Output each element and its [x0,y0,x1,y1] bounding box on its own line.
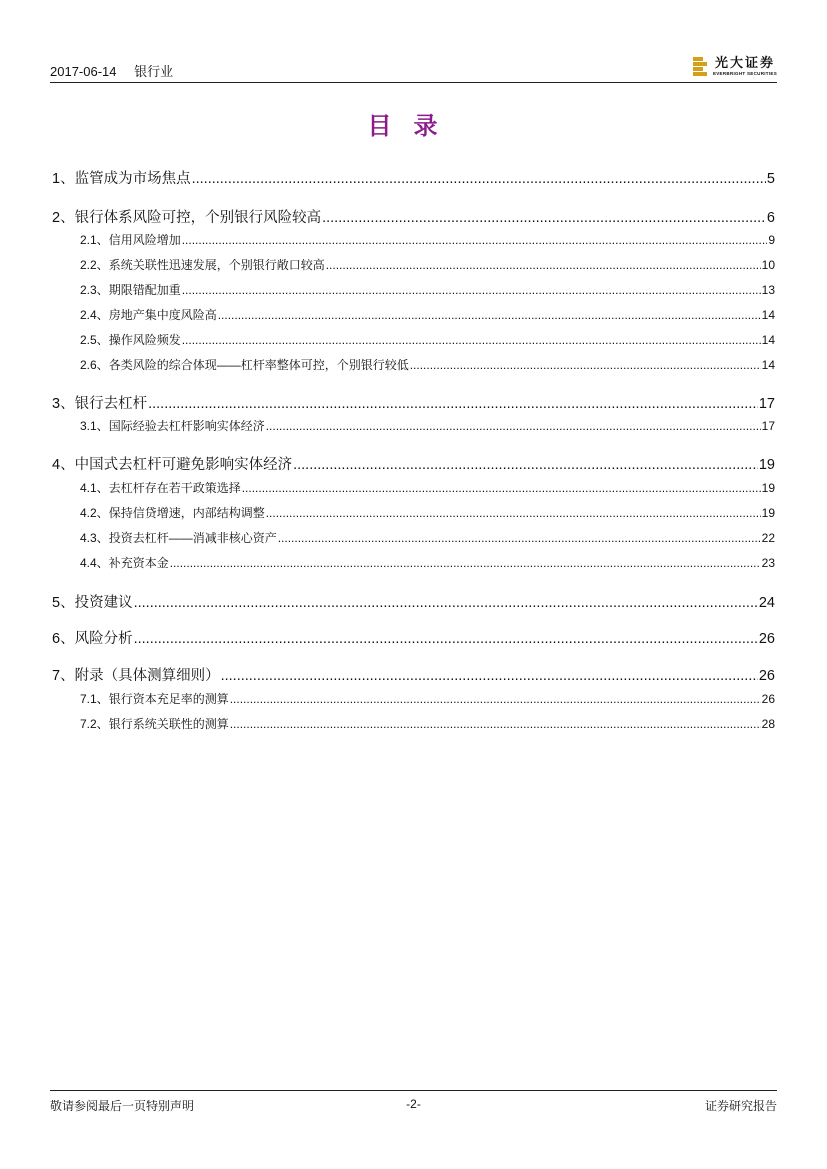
toc-entry-title: 去杠杆存在若干政策选择 [108,481,241,495]
toc-entry-title: 中国式去杠杆可避免影响实体经济 [74,457,293,473]
toc-entry-title: 附录（具体测算细则） [74,668,220,684]
toc-leader-dots [182,283,761,297]
toc-entry-page: 23 [761,556,775,570]
page-header [50,48,777,83]
toc-entry[interactable] [52,690,775,707]
toc-entry-number: 7.1、 [80,692,109,706]
toc-entry-page: 17 [758,396,775,412]
toc-leader-dots [230,717,761,731]
toc-leader-dots [278,531,761,545]
toc-entry-title: 风险分析 [74,631,133,647]
toc-entry[interactable] [52,627,775,648]
toc-entry[interactable] [52,306,775,323]
toc-entry-number: 2.5、 [80,333,109,347]
toc-entry[interactable] [52,664,775,685]
toc-entry-number: 4.4、 [80,556,109,570]
toc-leader-dots [221,668,758,684]
toc-leader-dots [218,308,761,322]
toc-entry[interactable] [52,281,775,298]
toc-entry-title: 期限错配加重 [108,283,181,297]
toc-entry[interactable] [52,356,775,373]
toc-entry-number: 7、 [52,668,75,684]
toc-entry[interactable] [52,206,775,227]
toc-entry-page: 24 [758,595,775,611]
toc-entry[interactable] [52,256,775,273]
toc-entry-number: 3、 [52,396,75,412]
toc-leader-dots [230,692,761,706]
toc-entry-number: 6、 [52,631,75,647]
disclaimer-note: 敬请参阅最后一页特别声明 [50,1099,195,1113]
toc-entry-page: 26 [758,668,775,684]
toc-entry[interactable] [52,231,775,248]
toc-entry-number: 2.3、 [80,283,109,297]
toc-leader-dots [170,556,761,570]
toc-leader-dots [134,595,758,611]
toc-entry-title: 投资去杠杆——消减非核心资产 [108,531,277,545]
toc-leader-dots [410,358,761,372]
toc-entry-number: 4.2、 [80,506,109,520]
industry-label: 银行业 [134,64,174,79]
toc-leader-dots [134,631,758,647]
toc-entry-title: 投资建议 [74,595,133,611]
toc-entry-page: 26 [761,692,775,706]
toc-entry[interactable] [52,331,775,348]
toc-leader-dots [192,171,766,187]
toc-entry-number: 2.1、 [80,233,109,247]
toc-leader-dots [182,333,761,347]
toc-leader-dots [182,233,768,247]
report-type: 证券研究报告 [704,1099,777,1113]
header-info [50,61,187,80]
toc-entry[interactable] [52,167,775,188]
toc-leader-dots [326,258,761,272]
toc-entry[interactable] [52,529,775,546]
toc-entry-page: 19 [758,457,775,473]
toc-entry-number: 2、 [52,210,75,226]
toc-leader-dots [266,419,761,433]
toc-entry[interactable] [52,392,775,413]
toc-entry-page: 14 [761,333,775,347]
toc-entry-title: 国际经验去杠杆影响实体经济 [108,419,265,433]
toc-entry-page: 19 [761,481,775,495]
toc-leader-dots [293,457,758,473]
toc-entry-page: 19 [761,506,775,520]
toc-entry-title: 银行系统关联性的测算 [108,717,229,731]
toc-entry-number: 2.4、 [80,308,109,322]
toc-entry[interactable] [52,504,775,521]
toc-entry-title: 房地产集中度风险高 [108,308,217,322]
toc-entry-page: 6 [766,210,775,226]
toc-entry[interactable] [52,479,775,496]
toc-entry-number: 1、 [52,171,75,187]
toc-entry-number: 2.6、 [80,358,109,372]
toc-entry-title: 补充资本金 [108,556,169,570]
toc-entry-page: 28 [761,717,775,731]
toc-entry[interactable] [52,453,775,474]
toc-entry-title: 银行体系风险可控，个别银行风险较高 [74,210,322,226]
toc-entry-page: 14 [761,358,775,372]
toc-entry-number: 5、 [52,595,75,611]
toc-entry-title: 操作风险频发 [108,333,181,347]
toc-entry[interactable] [52,591,775,612]
toc-entry-title: 信用风险增加 [108,233,181,247]
toc-entry-number: 3.1、 [80,419,109,433]
toc-entry-number: 4.1、 [80,481,109,495]
toc-entry-title: 银行资本充足率的测算 [108,692,229,706]
toc-entry-title: 监管成为市场焦点 [74,171,191,187]
toc-entry-page: 9 [768,233,775,247]
toc-entry-number: 7.2、 [80,717,109,731]
toc-entry-number: 4.3、 [80,531,109,545]
toc-leader-dots [242,481,761,495]
page-footer [50,1090,777,1115]
toc-entry-title: 银行去杠杆 [74,396,148,412]
toc-entry-title: 保持信贷增速，内部结构调整 [108,506,265,520]
toc-entry-title: 各类风险的综合体现——杠杆率整体可控，个别银行较低 [108,358,409,372]
toc-entry-title: 系统关联性迅速发展，个别银行敞口较高 [108,258,325,272]
toc-entry-page: 26 [758,631,775,647]
toc-leader-dots [266,506,761,520]
toc-entry[interactable] [52,417,775,434]
toc-leader-dots [322,210,766,226]
toc-entry-page: 22 [761,531,775,545]
page-title: 目录 [367,111,460,140]
logo-english-name: EVERBRIGHT SECURITIES [712,71,777,76]
toc-entry[interactable] [52,554,775,571]
logo-mark-icon [693,57,707,77]
toc-entry[interactable] [52,715,775,732]
report-date: 2017-06-14 [50,64,117,79]
logo-chinese-name: 光大证券 [714,56,775,71]
page-number: -2- [406,1097,421,1111]
toc-entry-page: 10 [761,258,775,272]
toc-entry-page: 13 [761,283,775,297]
toc-entry-number: 4、 [52,457,75,473]
toc-entry-page: 14 [761,308,775,322]
toc-entry-page: 17 [761,419,775,433]
toc-entry-number: 2.2、 [80,258,109,272]
toc-entry-page: 5 [766,171,775,187]
everbright-logo [693,57,777,77]
toc-leader-dots [148,396,758,412]
